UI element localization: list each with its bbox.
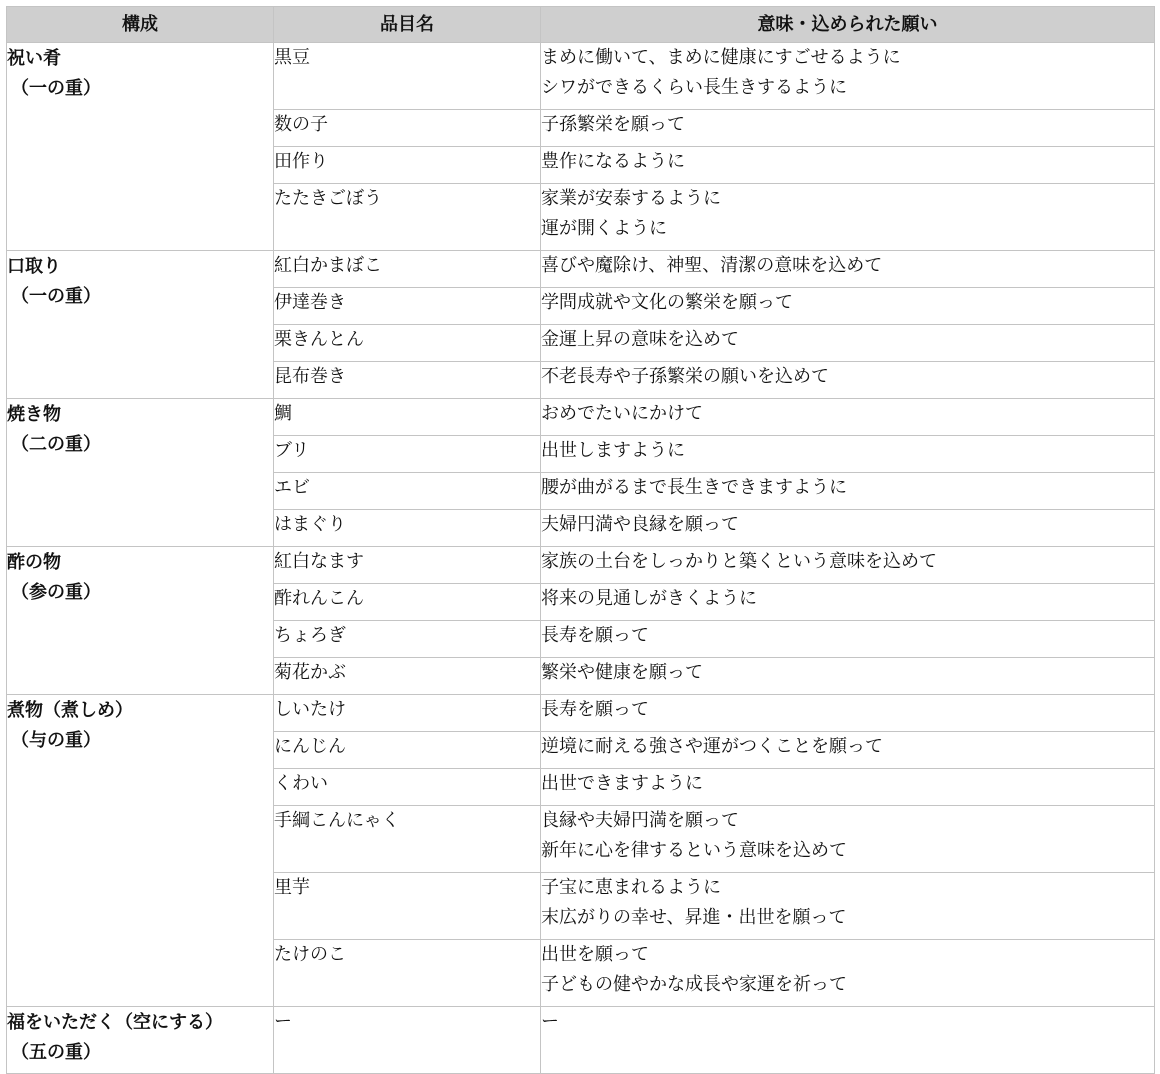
meaning-cell (541, 769, 1155, 806)
meaning-cell (541, 362, 1155, 399)
meaning-line: 逆境に耐える強さや運がつくことを願って (541, 736, 883, 757)
item-name-cell: 鯛 (274, 399, 541, 436)
meaning-cell (541, 695, 1155, 732)
header-composition: 構成 (7, 7, 274, 43)
meaning-line: 喜びや魔除け、神聖、清潔の意味を込めて (541, 255, 883, 276)
group-name: 酢の物 (7, 552, 61, 573)
meaning-line: 子孫繁栄を願って (541, 114, 685, 135)
item-name-cell: にんじん (274, 732, 541, 769)
meaning-cell (541, 547, 1155, 584)
meaning-cell (541, 510, 1155, 547)
item-name-cell: ー (274, 1007, 541, 1074)
item-name-cell: たたきごぼう (274, 184, 541, 251)
group-name: 福をいただく（空にする） (7, 1012, 223, 1033)
meaning-cell (541, 584, 1155, 621)
table-row (7, 251, 1155, 288)
table-body (7, 43, 1155, 1074)
group-tier: （二の重） (11, 434, 101, 455)
item-name-cell: はまぐり (274, 510, 541, 547)
osechi-table (6, 6, 1155, 1074)
item-name-cell: 里芋 (274, 873, 541, 940)
meaning-line: 家業が安泰するように (541, 188, 721, 209)
meaning-line: 不老長寿や子孫繁栄の願いを込めて (541, 366, 829, 387)
meaning-line: シワができるくらい長生きするように (541, 77, 847, 98)
meaning-line: 長寿を願って (541, 699, 649, 720)
item-name-cell: 黒豆 (274, 43, 541, 110)
meaning-cell (541, 806, 1155, 873)
meaning-line: 子宝に恵まれるように (541, 877, 721, 898)
group-tier: （五の重） (11, 1042, 101, 1063)
group-cell (7, 1007, 274, 1074)
item-name-cell: 栗きんとん (274, 325, 541, 362)
item-name-cell: ブリ (274, 436, 541, 473)
meaning-line: ー (541, 1011, 559, 1032)
header-meaning: 意味・込められた願い (541, 7, 1155, 43)
group-tier: （一の重） (11, 286, 101, 307)
item-name-cell: 昆布巻き (274, 362, 541, 399)
meaning-line: 出世しますように (541, 440, 685, 461)
table-row (7, 43, 1155, 110)
group-cell (7, 43, 274, 251)
meaning-line: 繁栄や健康を願って (541, 662, 703, 683)
meaning-line: 末広がりの幸せ、昇進・出世を願って (541, 907, 847, 928)
item-name-cell: 伊達巻き (274, 288, 541, 325)
meaning-line: 家族の土台をしっかりと築くという意味を込めて (541, 551, 937, 572)
item-name-cell: 菊花かぶ (274, 658, 541, 695)
meaning-line: 豊作になるように (541, 151, 685, 172)
meaning-cell (541, 473, 1155, 510)
meaning-line: 長寿を願って (541, 625, 649, 646)
item-name-cell: 手綱こんにゃく (274, 806, 541, 873)
meaning-cell (541, 251, 1155, 288)
meaning-cell (541, 399, 1155, 436)
meaning-cell (541, 621, 1155, 658)
meaning-line: 子どもの健やかな成長や家運を祈って (541, 974, 847, 995)
meaning-line: おめでたいにかけて (541, 403, 703, 424)
item-name-cell: 数の子 (274, 110, 541, 147)
meaning-line: 金運上昇の意味を込めて (541, 329, 739, 350)
item-name-cell: 田作り (274, 147, 541, 184)
header-row (7, 7, 1155, 43)
meaning-line: まめに働いて、まめに健康にすごせるように (541, 47, 901, 68)
table-header (7, 7, 1155, 43)
meaning-line: 学問成就や文化の繁栄を願って (541, 292, 793, 313)
item-name-cell: しいたけ (274, 695, 541, 732)
table-row (7, 1007, 1155, 1074)
table-row (7, 547, 1155, 584)
meaning-cell (541, 325, 1155, 362)
group-cell (7, 695, 274, 1007)
group-name: 祝い肴 (7, 48, 61, 69)
group-cell (7, 547, 274, 695)
meaning-line: 出世できますように (541, 773, 703, 794)
meaning-cell (541, 732, 1155, 769)
meaning-cell (541, 288, 1155, 325)
meaning-cell (541, 436, 1155, 473)
table-row (7, 399, 1155, 436)
meaning-cell (541, 873, 1155, 940)
meaning-cell (541, 110, 1155, 147)
meaning-line: 新年に心を律するという意味を込めて (541, 840, 847, 861)
meaning-cell (541, 43, 1155, 110)
group-name: 口取り (7, 256, 61, 277)
meaning-line: 出世を願って (541, 944, 649, 965)
header-item-name: 品目名 (274, 7, 541, 43)
group-cell (7, 251, 274, 399)
group-tier: （参の重） (11, 582, 101, 603)
group-name: 煮物（煮しめ） (7, 700, 133, 721)
meaning-cell (541, 184, 1155, 251)
meaning-cell (541, 658, 1155, 695)
meaning-cell (541, 940, 1155, 1007)
meaning-line: 腰が曲がるまで長生きできますように (541, 477, 847, 498)
item-name-cell: 酢れんこん (274, 584, 541, 621)
group-tier: （一の重） (11, 78, 101, 99)
table-row (7, 695, 1155, 732)
meaning-line: 将来の見通しがきくように (541, 588, 757, 609)
item-name-cell: 紅白なます (274, 547, 541, 584)
item-name-cell: 紅白かまぼこ (274, 251, 541, 288)
item-name-cell: たけのこ (274, 940, 541, 1007)
meaning-cell (541, 147, 1155, 184)
meaning-line: 夫婦円満や良縁を願って (541, 514, 739, 535)
item-name-cell: エビ (274, 473, 541, 510)
item-name-cell: ちょろぎ (274, 621, 541, 658)
meaning-line: 運が開くように (541, 218, 667, 239)
meaning-line: 良縁や夫婦円満を願って (541, 810, 739, 831)
meaning-cell (541, 1007, 1155, 1074)
group-tier: （与の重） (11, 730, 101, 751)
group-cell (7, 399, 274, 547)
group-name: 焼き物 (7, 404, 61, 425)
item-name-cell: くわい (274, 769, 541, 806)
